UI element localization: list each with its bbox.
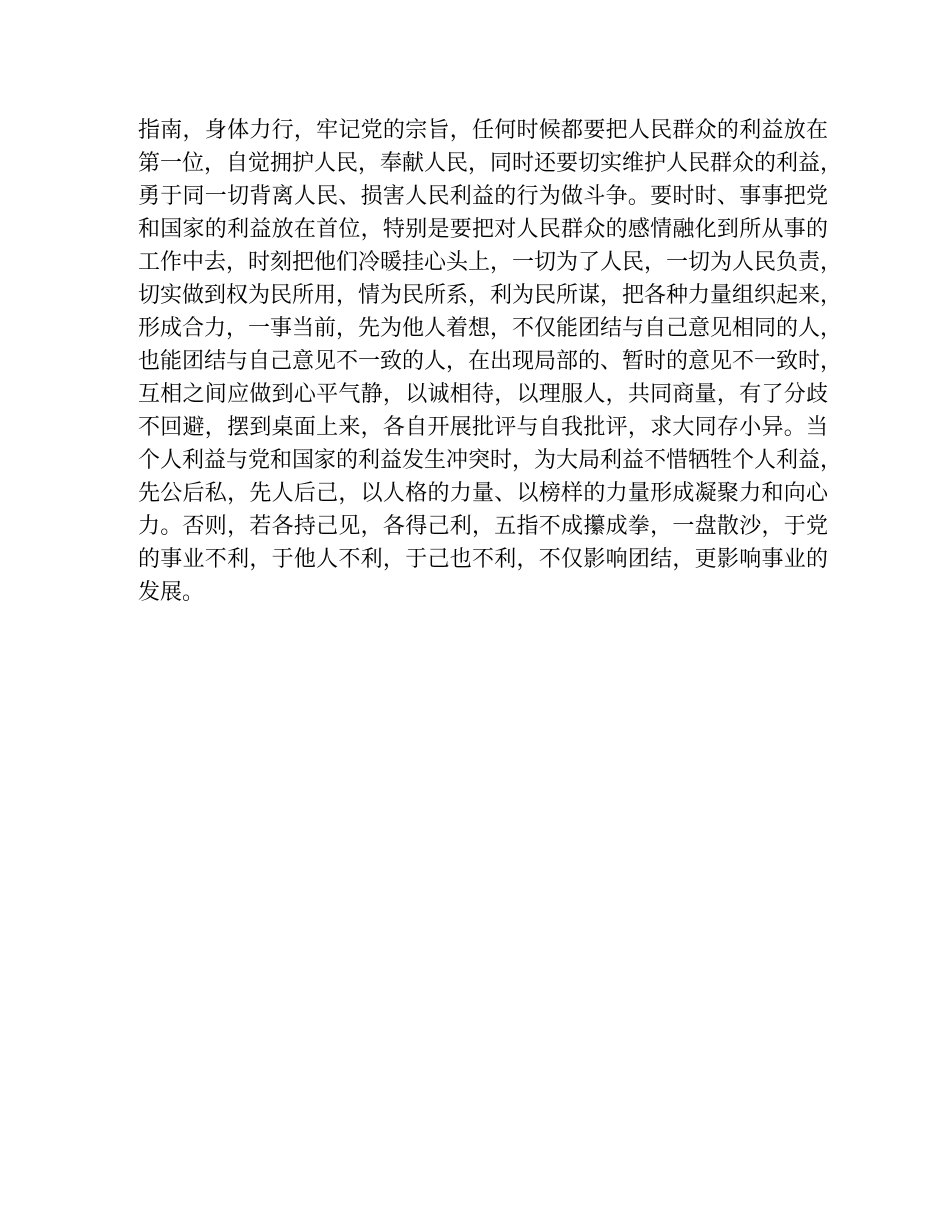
paragraph-line: 工作中去，时刻把他们冷暖挂心头上，一切为了人民，一切为人民负责，	[138, 250, 843, 275]
paragraph-line: 的事业不利，于他人不利，于己也不利，不仅影响团结，更影响事业的	[138, 547, 828, 572]
paragraph-line: 第一位，自觉拥护人民，奉献人民，同时还要切实维护人民群众的利益，	[138, 151, 843, 176]
body-paragraph	[138, 114, 843, 609]
paragraph-line: 和国家的利益放在首位，特别是要把对人民群众的感情融化到所从事的	[138, 217, 828, 242]
paragraph-line: 指南，身体力行，牢记党的宗旨，任何时候都要把人民群众的利益放在	[138, 118, 828, 143]
paragraph-line: 先公后私，先人后己，以人格的力量、以榜样的力量形成凝聚力和向心	[138, 481, 828, 506]
paragraph-line: 个人利益与党和国家的利益发生冲突时，为大局利益不惜牺牲个人利益，	[138, 448, 843, 473]
paragraph-line: 也能团结与自己意见不一致的人，在出现局部的、暂时的意见不一致时，	[138, 349, 843, 374]
paragraph-line: 发展。	[138, 580, 205, 605]
paragraph-line: 形成合力，一事当前，先为他人着想，不仅能团结与自己意见相同的人，	[138, 316, 843, 341]
paragraph-line: 互相之间应做到心平气静，以诚相待，以理服人，共同商量，有了分歧	[138, 382, 828, 407]
paragraph-line: 力。否则，若各持己见，各得己利，五指不成攥成拳，一盘散沙，于党	[138, 514, 828, 539]
paragraph-line: 勇于同一切背离人民、损害人民利益的行为做斗争。要时时、事事把党	[138, 184, 828, 209]
paragraph-line: 不回避，摆到桌面上来，各自开展批评与自我批评，求大同存小异。当	[138, 415, 828, 440]
paragraph-line: 切实做到权为民所用，情为民所系，利为民所谋，把各种力量组织起来，	[138, 283, 843, 308]
